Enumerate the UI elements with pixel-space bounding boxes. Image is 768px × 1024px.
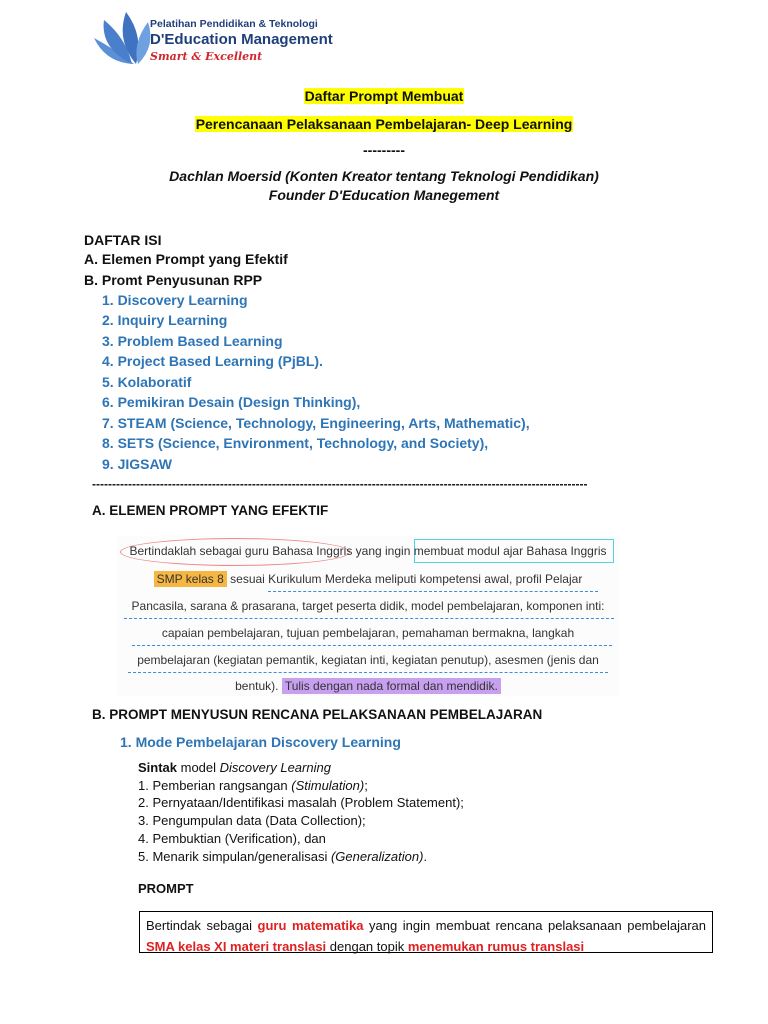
step-item: 1. Pemberian rangsangan (Stimulation); bbox=[138, 778, 368, 793]
toc-item-b: B. Promt Penyusunan RPP bbox=[84, 272, 263, 288]
toc-sub-item[interactable]: 5. Kolaboratif bbox=[102, 374, 192, 390]
toc-sub-item[interactable]: 2. Inquiry Learning bbox=[102, 312, 228, 328]
toc-sub-item[interactable]: 4. Project Based Learning (PjBL). bbox=[102, 353, 323, 369]
toc-divider: ---------------------------------------------------------------------------------------------------------------------------- bbox=[92, 477, 588, 491]
prompt-box: Bertindak sebagai guru matematika yang ingin membuat rencana pelaksanaan pembelajaran SMA kelas XI materi translasi dengan topik menemukan rumus translasi bbox=[139, 911, 713, 953]
step-item: 2. Pernyataan/Identifikasi masalah (Problem Statement); bbox=[138, 795, 464, 810]
prompt-label: PROMPT bbox=[138, 881, 194, 896]
logo-line1: Pelatihan Pendidikan & Teknologi bbox=[150, 18, 318, 30]
sub-heading-discovery: 1. Mode Pembelajaran Discovery Learning bbox=[120, 734, 401, 750]
title-line1: Daftar Prompt Membuat bbox=[304, 88, 464, 104]
example-line-1: Bertindaklah sebagai guru Bahasa Inggris yang ingin membuat modul ajar Bahasa Inggris bbox=[129, 544, 607, 558]
toc-sub-item[interactable]: 3. Problem Based Learning bbox=[102, 333, 283, 349]
toc-sub-item[interactable]: 1. Discovery Learning bbox=[102, 292, 248, 308]
title-separator: --------- bbox=[363, 142, 405, 158]
role-line: Founder D'Education Manegement bbox=[268, 187, 500, 203]
toc-item-a: A. Elemen Prompt yang Efektif bbox=[84, 251, 288, 267]
example-line-4: capaian pembelajaran, tujuan pembelajaran, pemahaman bermakna, langkah bbox=[161, 626, 575, 640]
logo-line2: D'Education Management bbox=[150, 31, 333, 48]
toc-sub-item[interactable]: 9. JIGSAW bbox=[102, 456, 173, 472]
example-line-6: bentuk). Tulis dengan nada formal dan mendidik. bbox=[118, 679, 618, 693]
step-item: 5. Menarik simpulan/generalisasi (Generalization). bbox=[138, 849, 428, 864]
example-line-3: Pancasila, sarana & prasarana, target peserta didik, model pembelajaran, komponen inti: bbox=[131, 599, 605, 613]
step-item: 4. Pembuktian (Verification), dan bbox=[138, 831, 326, 846]
example-line-5: pembelajaran (kegiatan pemantik, kegiatan inti, kegiatan penutup), asesmen (jenis dan bbox=[137, 653, 599, 667]
title-line2: Perencanaan Pelaksanaan Pembelajaran- Deep Learning bbox=[195, 116, 573, 132]
section-b-heading: B. PROMPT MENYUSUN RENCANA PELAKSANAAN PEMBELAJARAN bbox=[92, 707, 543, 722]
toc-sub-item[interactable]: 7. STEAM (Science, Technology, Engineering, Arts, Mathematic), bbox=[102, 415, 530, 431]
toc-heading: DAFTAR ISI bbox=[84, 232, 162, 248]
logo-tagline: Smart & Excellent bbox=[150, 50, 263, 63]
author-line: Dachlan Moersid (Konten Kreator tentang Teknologi Pendidikan) bbox=[169, 168, 599, 184]
toc-sub-item[interactable]: 6. Pemikiran Desain (Design Thinking), bbox=[102, 394, 361, 410]
toc-sub-item[interactable]: 8. SETS (Science, Environment, Technology, and Society), bbox=[102, 435, 489, 451]
sintak-line: Sintak model Discovery Learning bbox=[138, 760, 331, 775]
example-line-2: SMP kelas 8 sesuai Kurikulum Merdeka meliputi kompetensi awal, profil Pelajar bbox=[118, 572, 618, 586]
prompt-example-image bbox=[118, 536, 618, 696]
step-item: 3. Pengumpulan data (Data Collection); bbox=[138, 813, 366, 828]
section-a-heading: A. ELEMEN PROMPT YANG EFEKTIF bbox=[92, 503, 329, 518]
